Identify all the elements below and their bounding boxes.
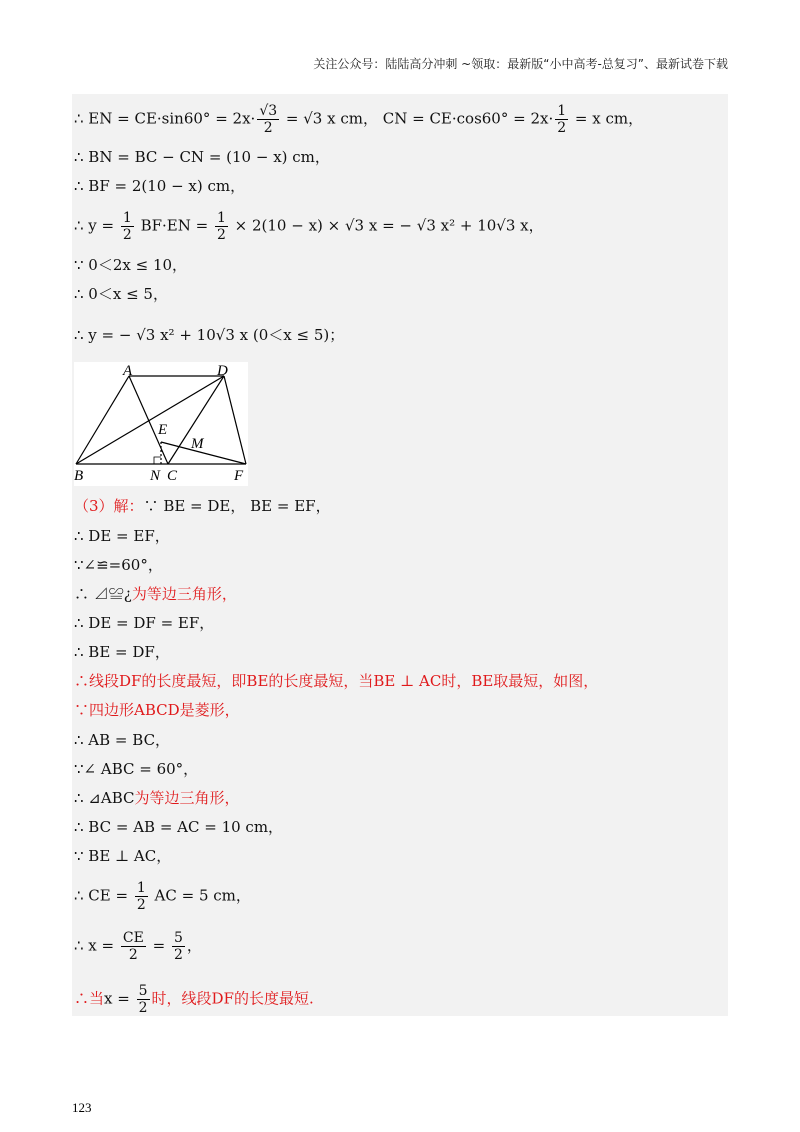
label-D: D [217, 363, 228, 379]
segment-DF [224, 376, 246, 464]
segment-AC [129, 376, 168, 464]
fraction: $\frac{5}{2}$ [173, 930, 183, 963]
equation-text: × 2(10 − x) × √3 x = − √3 x² + 10√3 x， [229, 216, 544, 235]
label-F: F [234, 468, 244, 484]
equation-text: ∴ ⊿≌¿ [74, 585, 132, 603]
fraction: $\frac{1}{2}$ [122, 210, 132, 243]
segment-AB [76, 376, 129, 464]
solution-line-11 [74, 584, 237, 604]
solution-line-2: ∴ BN = BC − CN = (10 − x) cm， [74, 148, 330, 166]
solution-line-21 [74, 880, 251, 913]
solution-line-13: ∴ BE = DF， [74, 643, 170, 661]
equation-text: = √3 x cm， CN = CE·cos60° = 2x· [281, 109, 554, 128]
solution-line-7: ∴ y = − √3 x² + 10√3 x (0＜x ≤ 5)； [74, 326, 345, 344]
page-number: 123 [72, 1100, 92, 1115]
fraction: $\frac{1}{2}$ [557, 103, 567, 136]
label-N: N [150, 468, 161, 484]
solution-line-22 [74, 930, 202, 963]
red-text: 时，线段DF的长度最短. [151, 989, 314, 1008]
label-C: C [167, 468, 178, 484]
fraction: $\frac{√3}{2}$ [259, 103, 278, 136]
equation-text: = x cm， [570, 109, 644, 128]
equation-text: ∵ BE = DE， BE = EF， [143, 497, 331, 515]
page-header: 关注公众号：陆陆高分冲刺 ~领取：最新版“小中高考-总复习”、最新试卷下载 [313, 57, 728, 71]
rhombus-diagram [74, 362, 248, 486]
label-E: E [158, 422, 168, 438]
equation-text: ， [186, 936, 202, 955]
solution-line-8 [74, 496, 331, 516]
red-text: ∴当 [74, 989, 105, 1008]
label-B: B [74, 468, 84, 484]
equation-text: ∴ x = [74, 936, 119, 955]
equation-text: BF·EN = [135, 216, 213, 235]
solution-line-15: ∵四边形ABCD是菱形， [74, 701, 240, 719]
equation-text: ∴ CE = [74, 886, 133, 905]
equation-text: AC = 5 cm， [149, 886, 251, 905]
solution-line-10: ∵∠≌=60°， [74, 556, 163, 574]
red-text: 为等边三角形， [131, 585, 237, 603]
solution-line-5: ∵ 0＜2x ≤ 10， [74, 256, 188, 274]
fraction: $\frac{1}{2}$ [216, 210, 226, 243]
red-text: 为等边三角形， [134, 789, 240, 807]
fraction: $\frac{1}{2}$ [136, 880, 146, 913]
solution-line-12: ∴ DE = DF = EF， [74, 614, 215, 632]
segment-EF [161, 442, 246, 464]
solution-line-3: ∴ BF = 2(10 − x) cm， [74, 177, 246, 195]
solution-line-16: ∴ AB = BC， [74, 731, 171, 749]
fraction: $\frac{5}{2}$ [138, 983, 148, 1016]
solution-line-14: ∴线段DF的长度最短，即BE的长度最短，当BE ⊥ AC时，BE取最短，如图， [74, 672, 599, 690]
equation-text: = [147, 936, 170, 955]
solution-line-6: ∴ 0＜x ≤ 5， [74, 285, 168, 303]
label-A: A [123, 363, 133, 379]
geometry-figure [74, 362, 248, 486]
label-M: M [191, 436, 204, 452]
solution-line-20: ∵ BE ⊥ AC， [74, 847, 172, 865]
equation-text: ∴ EN = CE·sin60° = 2x· [74, 109, 256, 128]
solution-line-1 [74, 103, 643, 136]
solution-line-18 [74, 788, 240, 808]
equation-text: ∴ ⊿ABC [74, 789, 135, 807]
part-label: （3）解： [74, 497, 144, 515]
equation-text: x = [104, 989, 135, 1008]
solution-line-17: ∵∠ ABC = 60°， [74, 760, 199, 778]
fraction: $\frac{CE}{2}$ [122, 930, 144, 963]
solution-line-23 [74, 983, 314, 1016]
solution-line-9: ∴ DE = EF， [74, 527, 170, 545]
right-angle-mark [154, 457, 161, 464]
solution-line-19: ∴ BC = AB = AC = 10 cm， [74, 818, 284, 836]
solution-line-4 [74, 210, 544, 243]
equation-text: ∴ y = [74, 216, 119, 235]
